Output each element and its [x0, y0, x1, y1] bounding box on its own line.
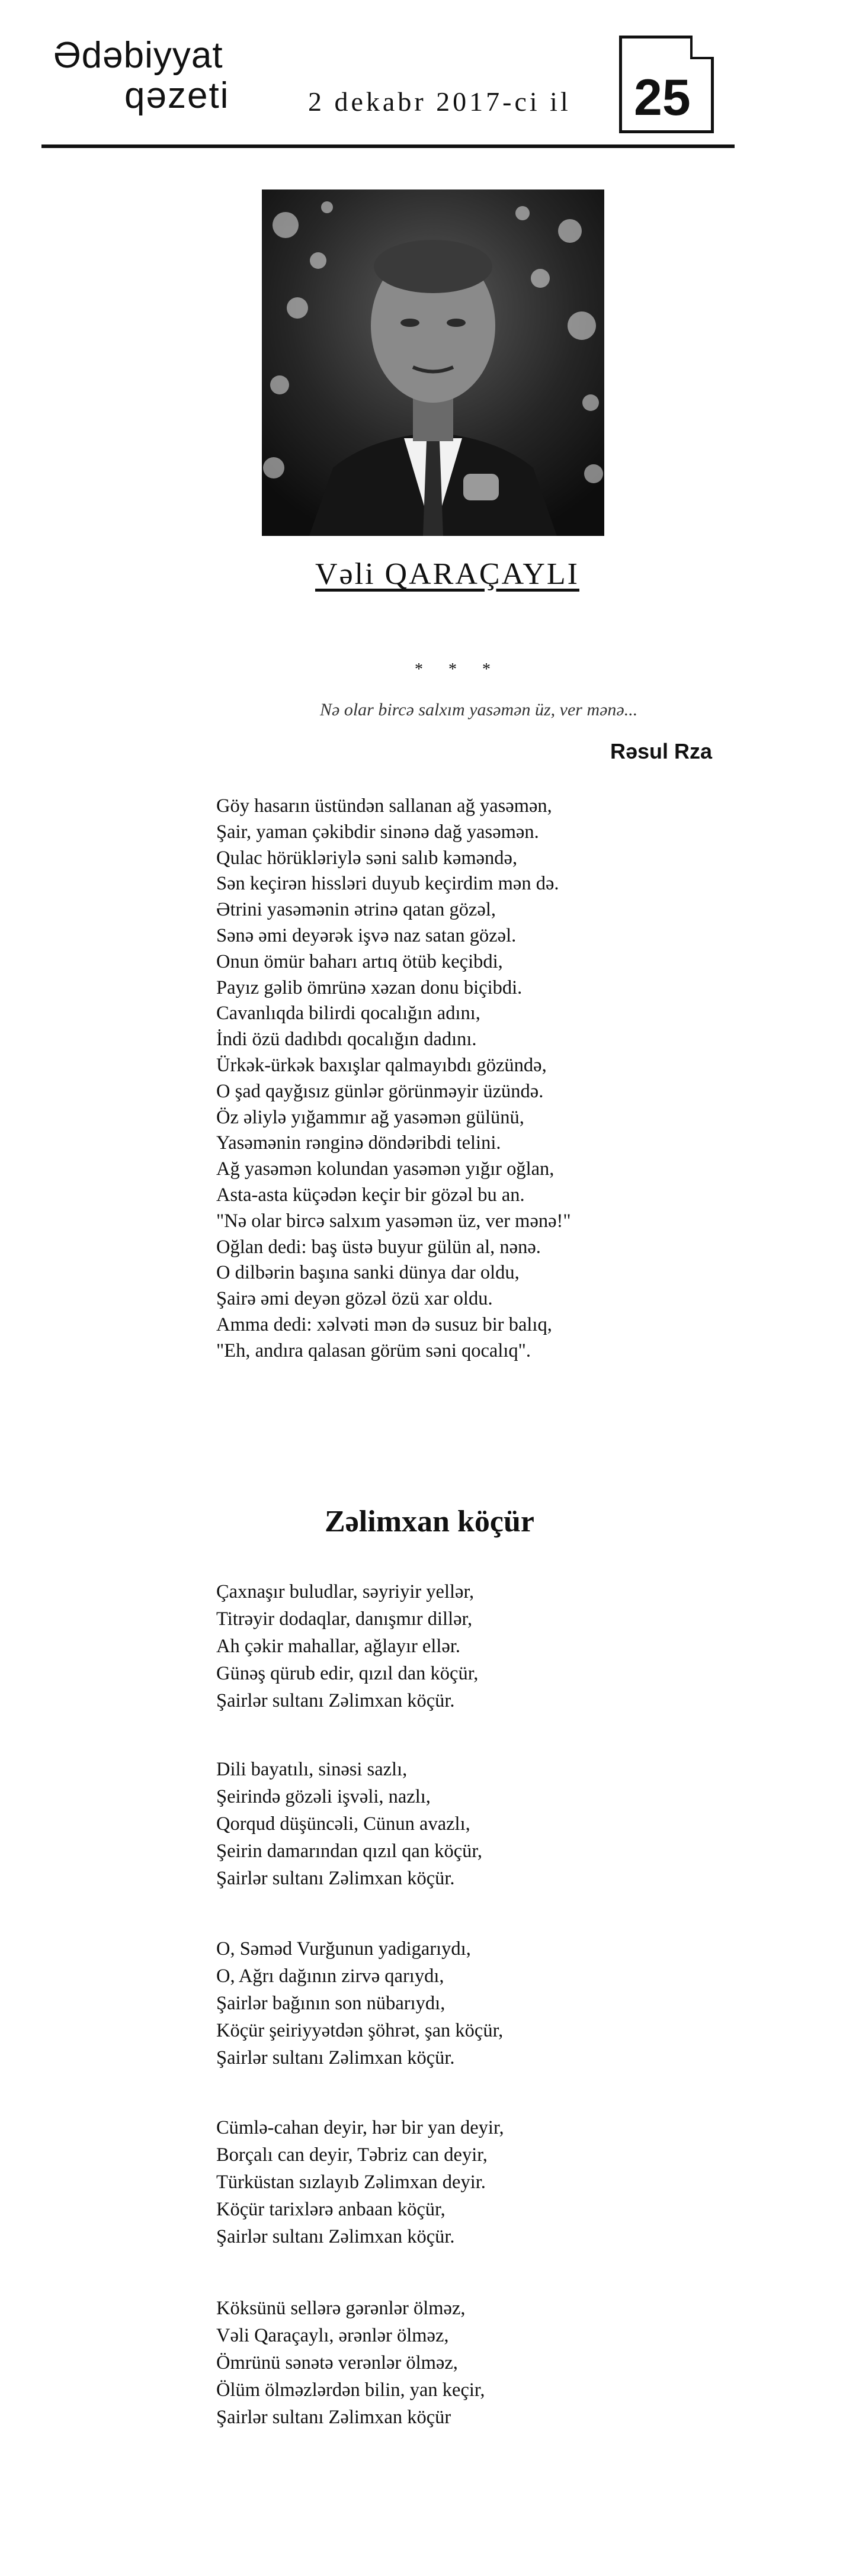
poem-line: Şair, yaman çəkibdir sinənə dağ yasəmən. — [216, 821, 539, 843]
poem-line: Şairlər sultanı Zəlimxan köçür — [216, 2407, 451, 2428]
poem-line: Şairlər sultanı Zəlimxan köçür. — [216, 2226, 455, 2247]
poem-line: Ömrünü sənətə verənlər ölməz, — [216, 2352, 458, 2373]
poem-line: Ürkək-ürkək baxışlar qalmayıbdı gözündə, — [216, 1054, 547, 1076]
poem-line: Ah çəkir mahallar, ağlayır ellər. — [216, 1636, 460, 1657]
poem-line: Yasəmənin rənginə döndəribdi telini. — [216, 1132, 501, 1154]
poem-line: Cümlə-cahan deyir, hər bir yan deyir, — [216, 2117, 504, 2138]
poem-line: Günəş qürub edir, qızıl dan köçür, — [216, 1663, 479, 1684]
poem-line: Ağ yasəmən kolundan yasəmən yığır oğlan, — [216, 1158, 554, 1180]
page-number-box — [619, 36, 714, 133]
newspaper-name — [53, 36, 229, 116]
poem-line: Şairə əmi deyən gözəl özü xar oldu. — [216, 1288, 493, 1310]
epigraph-author: Rəsul Rza — [610, 739, 713, 763]
poem-line: Qorqud düşüncəli, Cünun avazlı, — [216, 1813, 470, 1835]
stanza-2 — [216, 1756, 482, 1892]
poem-line: Borçalı can deyir, Təbriz can deyir, — [216, 2144, 488, 2166]
poem-line: Öz əliylə yığammır ağ yasəmən gülünü, — [216, 1106, 524, 1128]
poem-line: Sən keçirən hissləri duyub keçirdim mən də. — [216, 873, 559, 895]
poem-line: O, Səməd Vurğunun yadigarıydı, — [216, 1938, 471, 1960]
poem-title: Zəlimxan köçür — [325, 1505, 534, 1538]
poem-line: Şairlər sultanı Zəlimxan köçür. — [216, 2047, 455, 2068]
poem-line: Çaxnaşır buludlar, səyriyir yellər, — [216, 1581, 475, 1602]
stanza-3 — [216, 1935, 503, 2071]
page-number: 25 — [634, 69, 691, 126]
poem-line: Köçür tarixlərə anbaan köçür, — [216, 2199, 445, 2220]
poem-line: "Nə olar bircə salxım yasəmən üz, ver mənə!" — [216, 1210, 571, 1232]
poem-line: Cavanlıqda bilirdi qocalığın adını, — [216, 1003, 480, 1024]
poem-line: Dili bayatılı, sinəsi sazlı, — [216, 1759, 408, 1780]
poem-line: Sənə əmi deyərək işvə naz satan gözəl. — [216, 924, 517, 946]
poem-line: Qulac hörükləriylə səni salıb kəməndə, — [216, 847, 518, 869]
poem-line: O dilbərin başına sanki dünya dar oldu, — [216, 1262, 520, 1284]
article-author: Vəli QARAÇAYLI — [315, 557, 579, 591]
poem-line: Vəli Qaraçaylı, ərənlər ölməz, — [216, 2325, 449, 2346]
poem-line: Köksünü sellərə gərənlər ölməz, — [216, 2298, 466, 2319]
newspaper-name-line2: qəzeti — [124, 75, 230, 116]
stanza-1 — [216, 1578, 478, 1714]
poem-line: Şeirində gözəli işvəli, nazlı, — [216, 1786, 431, 1807]
section-stars: * * * — [415, 660, 501, 679]
stanza-4 — [216, 2114, 504, 2250]
poem-line: O, Ağrı dağının zirvə qarıydı, — [216, 1965, 444, 1987]
poem-line: Onun ömür baharı artıq ötüb keçibdi, — [216, 950, 503, 972]
poem-line: O şad qayğısız günlər görünməyir üzündə. — [216, 1080, 544, 1102]
poem-line: Payız gəlib ömrünə xəzan donu biçibdi. — [216, 977, 523, 998]
page-corner-fold-icon — [690, 36, 714, 59]
issue-date: 2 dekabr 2017-ci il — [308, 86, 571, 117]
poem-yasemen — [216, 794, 571, 1364]
poem-line: Şairlər bağının son nübarıydı, — [216, 1993, 445, 2014]
poem-line: Şairlər sultanı Zəlimxan köçür. — [216, 1690, 455, 1711]
poem-line: Şeirin damarından qızıl qan köçür, — [216, 1841, 483, 1862]
masthead-rule — [41, 144, 735, 148]
poem-line: Ölüm ölməzlərdən bilin, yan keçir, — [216, 2379, 485, 2401]
poem-line: "Eh, andıra qalasan görüm səni qocalıq". — [216, 1340, 531, 1361]
poem-line: Titrəyir dodaqlar, danışmır dillər, — [216, 1608, 473, 1630]
epigraph: Nə olar bircə salxım yasəmən üz, ver mənə... — [320, 700, 638, 720]
author-photo — [262, 189, 604, 536]
newspaper-name-line1: Ədəbiyyat — [53, 35, 223, 76]
poem-line: Göy hasarın üstündən sallanan ağ yasəmən, — [216, 795, 552, 817]
stanza-5 — [216, 2295, 485, 2431]
poem-line: Oğlan dedi: baş üstə buyur gülün al, nənə. — [216, 1236, 541, 1258]
masthead — [36, 24, 806, 148]
poem-line: Asta-asta küçədən keçir bir gözəl bu an. — [216, 1184, 525, 1206]
poem-line: Köçür şeiriyyətdən şöhrət, şan köçür, — [216, 2020, 504, 2041]
poem-line: İndi özü dadıbdı qocalığın dadını. — [216, 1029, 477, 1051]
poem-line: Ətrini yasəmənin ətrinə qatan gözəl, — [216, 899, 496, 921]
poem-line: Amma dedi: xəlvəti mən də susuz bir balıq, — [216, 1313, 552, 1335]
poem-line: Şairlər sultanı Zəlimxan köçür. — [216, 1868, 455, 1889]
poem-line: Türküstan sızlayıb Zəlimxan deyir. — [216, 2172, 486, 2193]
author-portrait-image — [262, 189, 604, 536]
